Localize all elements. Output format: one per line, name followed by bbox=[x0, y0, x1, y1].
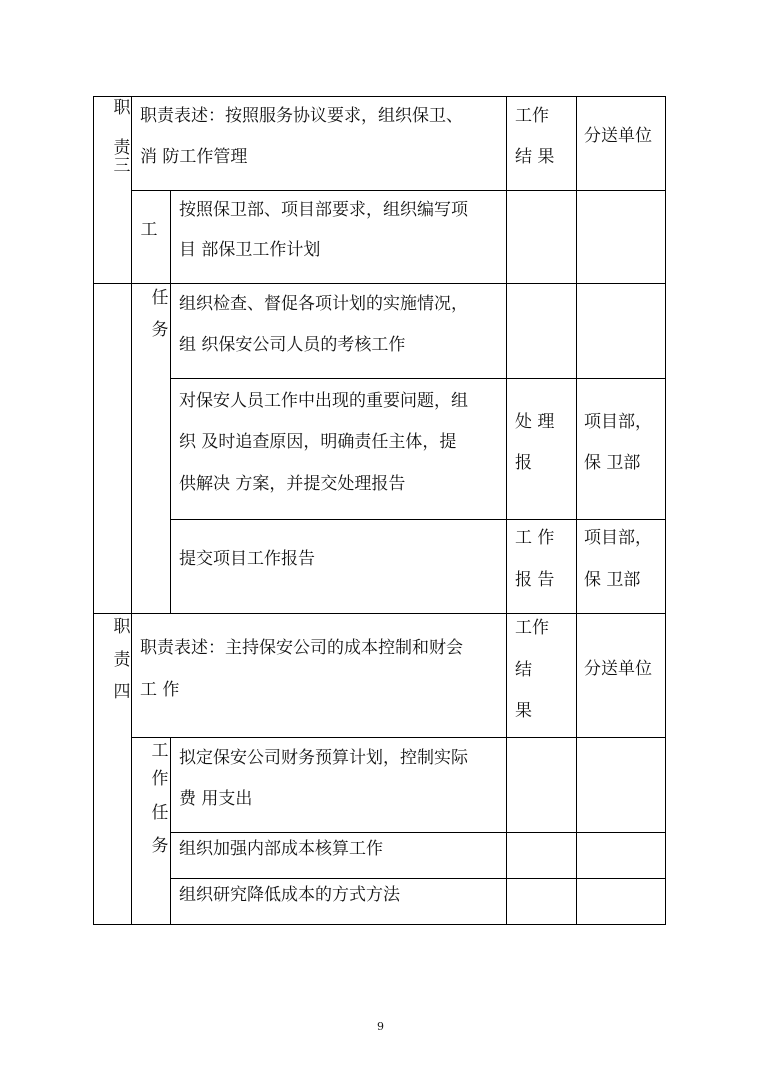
duty3-result-header-line2: 结 果 bbox=[515, 147, 555, 167]
task-line: 费 用支出 bbox=[179, 789, 253, 809]
duty4-task-label-char-3: 任 bbox=[151, 803, 169, 823]
duty4-result-header-line1: 工作 bbox=[515, 618, 549, 638]
task-line: 目 部保卫工作计划 bbox=[179, 240, 321, 260]
task-recipient-line: 保 卫部 bbox=[584, 570, 641, 590]
duty3-description-line1: 职责表述：按照服务协议要求，组织保卫、 bbox=[140, 106, 463, 126]
duty3-recipient-header: 分送单位 bbox=[584, 126, 652, 146]
duty4-description-line2: 工 作 bbox=[140, 680, 180, 700]
duty4-description-line1: 职责表述：主持保安公司的成本控制和财会 bbox=[140, 638, 463, 658]
task-line: 织 及时追查原因，明确责任主体，提 bbox=[179, 432, 457, 452]
task-line: 组织研究降低成本的方式方法 bbox=[179, 885, 400, 905]
task-result-line: 工 作 bbox=[515, 528, 555, 548]
task-result-line: 处 理 bbox=[515, 412, 555, 432]
task-recipient-line: 项目部， bbox=[584, 412, 652, 432]
task-result-line: 报 bbox=[515, 453, 532, 473]
duty3-header-char-2: 责 bbox=[113, 138, 131, 158]
duty3-task-label-char-3: 务 bbox=[151, 320, 169, 340]
duty3-header-char-3: 三 bbox=[113, 156, 131, 176]
duty3-description-line2: 消 防工作管理 bbox=[140, 147, 248, 167]
task-recipient-line: 项目部， bbox=[584, 528, 652, 548]
duty4-header-char-2: 责 bbox=[113, 650, 131, 670]
duty3-task-label-char-1: 工 bbox=[140, 220, 158, 240]
duty4-recipient-header: 分送单位 bbox=[584, 659, 652, 679]
task-line: 组 织保安公司人员的考核工作 bbox=[179, 335, 406, 355]
task-recipient-line: 保 卫部 bbox=[584, 453, 641, 473]
duty3-result-header-line1: 工作 bbox=[515, 106, 549, 126]
duty4-task-label-char-2: 作 bbox=[151, 769, 169, 789]
duty3-header-char-1: 职 bbox=[113, 98, 131, 118]
page-number: 9 bbox=[377, 1020, 384, 1033]
duty4-task-label-char-4: 务 bbox=[151, 836, 169, 856]
task-line: 供解决 方案，并提交处理报告 bbox=[179, 474, 406, 494]
duty4-result-header-line3: 果 bbox=[515, 701, 532, 721]
task-line: 组织加强内部成本核算工作 bbox=[179, 839, 383, 859]
task-result-line: 报 告 bbox=[515, 570, 555, 590]
task-line: 对保安人员工作中出现的重要问题，组 bbox=[179, 391, 468, 411]
duty4-header-char-1: 职 bbox=[113, 617, 131, 637]
task-line: 拟定保安公司财务预算计划，控制实际 bbox=[179, 748, 468, 768]
duty4-result-header-line2: 结 bbox=[515, 660, 532, 680]
duty4-header-char-3: 四 bbox=[113, 682, 131, 702]
task-line: 按照保卫部、项目部要求，组织编写项 bbox=[179, 200, 468, 220]
duty3-task-label-char-2: 任 bbox=[151, 288, 169, 308]
task-line: 组织检查、督促各项计划的实施情况， bbox=[179, 294, 468, 314]
duty4-task-label-char-1: 工 bbox=[151, 741, 169, 761]
task-line: 提交项目工作报告 bbox=[179, 549, 315, 569]
